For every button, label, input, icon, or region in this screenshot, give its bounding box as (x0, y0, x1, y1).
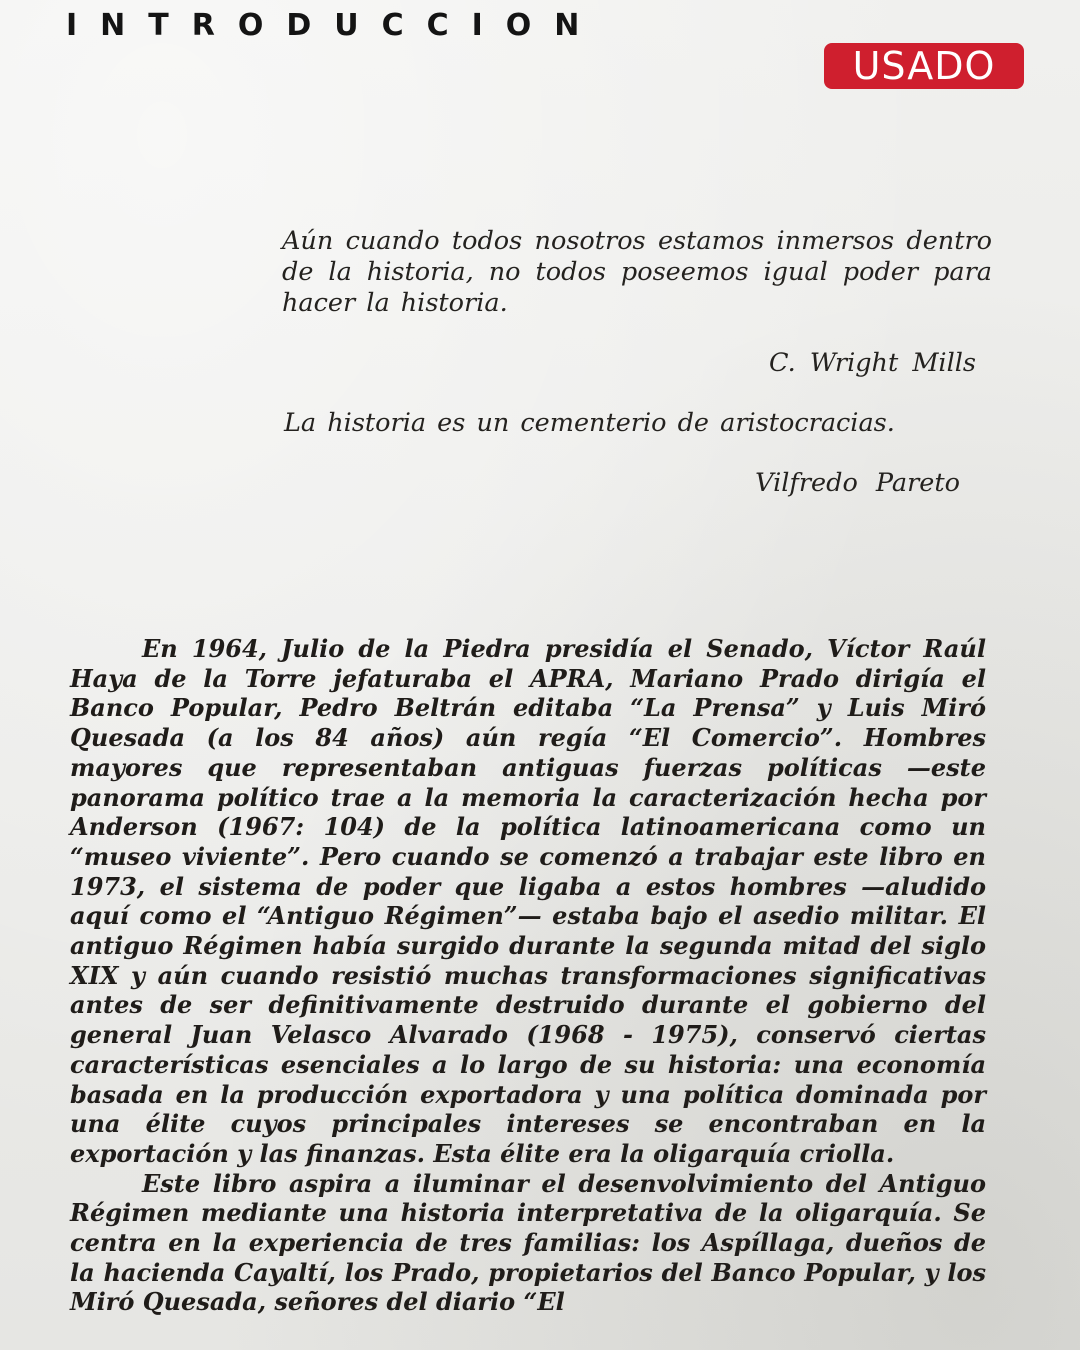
epigraph-quote-1: Aún cuando todos nosotros estamos inmersos dentro de la historia, no todos poseemos igual poder para hacer la historia. (282, 226, 992, 318)
body-paragraph-1: En 1964, Julio de la Piedra presidía el Senado, Víctor Raúl Haya de la Torre jefaturaba el APRA, Mariano Prado dirigía el Banco Popular, Pedro Beltrán editaba “La Prensa” y Luis Miró Quesada (a los 84 años) aún regía “El Comercio”. Hombres mayores que representaban antiguas fuerzas políticas —este panorama político trae a la memoria la caracterización hecha por Anderson (1967: 104) de la política latinoamericana como un “museo viviente”. Pero cuando se comenzó a trabajar este libro en 1973, el sistema de poder que ligaba a estos hombres —aludido aquí como el “Antiguo Régimen”— estaba bajo el asedio militar. El antiguo Régimen había surgido durante la segunda mitad del siglo XIX y aún cuando resistió muchas transformaciones significativas antes de ser definitivamente destruido durante el gobierno del general Juan Velasco Alvarado (1968 - 1975), conservó ciertas características esenciales a lo largo de su historia: una economía basada en la producción exportadora y una política dominada por una élite cuyos principales intereses se encontraban en la exportación y las finanzas. Esta élite era la oligarquía criolla. (70, 634, 986, 1168)
epigraph-author-2: Vilfredo Pareto (755, 468, 960, 498)
epigraph-quote-2: La historia es un cementerio de aristocracias. (284, 408, 895, 438)
body-paragraph-2: Este libro aspira a iluminar el desenvolvimiento del Antiguo Régimen mediante una historia interpretativa de la oligarquía. Se centra en la experiencia de tres familias: los Aspíllaga, dueños de la hacienda Cayaltí, los Prado, propietarios del Banco Popular, y los Miró Quesada, señores del diario “El (70, 1168, 986, 1317)
body-text (70, 634, 986, 1317)
chapter-title: INTRODUCCION (66, 8, 603, 43)
used-badge: USADO (824, 43, 1024, 89)
epigraph-author-1: C. Wright Mills (769, 348, 976, 378)
